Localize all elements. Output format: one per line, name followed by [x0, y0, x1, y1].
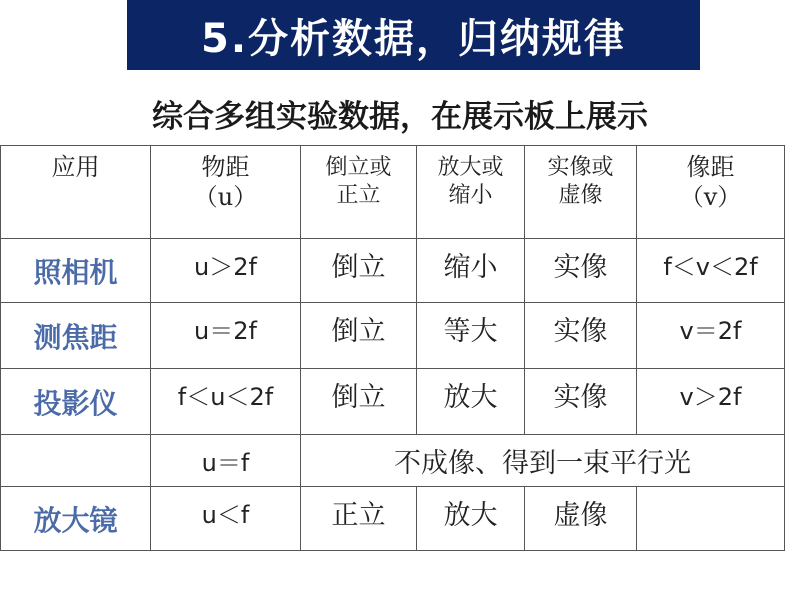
- object-distance-cell: u＜f: [151, 487, 301, 551]
- orientation-cell: 正立: [301, 487, 417, 551]
- object-distance-cell: u＝f: [151, 435, 301, 487]
- image-type-cell: 实像: [525, 303, 637, 369]
- image-distance-cell: f＜v＜2f: [637, 239, 785, 303]
- orientation-cell: 倒立: [301, 239, 417, 303]
- header-size-line2: 缩小: [448, 183, 493, 208]
- application-cell: 放大镜: [1, 487, 151, 551]
- header-size: [417, 146, 525, 239]
- image-type-cell: 虚像: [525, 487, 637, 551]
- header-image-distance-line2: （v）: [679, 183, 742, 211]
- header-image-type-line1: 实像或: [547, 155, 614, 180]
- size-cell: 放大: [417, 487, 525, 551]
- header-image-distance: [637, 146, 785, 239]
- title-bar: [127, 0, 700, 70]
- header-image-type: [525, 146, 637, 239]
- table-row: [1, 239, 785, 303]
- lens-imaging-table: [0, 145, 785, 551]
- size-cell: 放大: [417, 369, 525, 435]
- application-cell: 投影仪: [1, 369, 151, 435]
- header-size-line1: 放大或: [437, 155, 504, 180]
- size-cell: 缩小: [417, 239, 525, 303]
- table-row: [1, 435, 785, 487]
- object-distance-cell: u＞2f: [151, 239, 301, 303]
- image-distance-cell: v＞2f: [637, 369, 785, 435]
- image-distance-cell: [637, 487, 785, 551]
- size-cell: 等大: [417, 303, 525, 369]
- header-orientation-line2: 正立: [336, 183, 381, 208]
- application-cell: 照相机: [1, 239, 151, 303]
- slide-title: 5.分析数据，归纳规律: [200, 15, 627, 62]
- orientation-cell: 倒立: [301, 303, 417, 369]
- image-type-cell: 实像: [525, 369, 637, 435]
- object-distance-cell: u＝2f: [151, 303, 301, 369]
- header-orientation-line1: 倒立或: [325, 155, 392, 180]
- slide-subtitle: 综合多组实验数据，在展示板上展示: [152, 99, 648, 135]
- image-distance-cell: v＝2f: [637, 303, 785, 369]
- header-object-distance-line2: （u）: [193, 183, 258, 211]
- header-application-label: 应用: [51, 153, 100, 181]
- header-application: [1, 146, 151, 239]
- object-distance-cell: f＜u＜2f: [151, 369, 301, 435]
- table-header-row: [1, 146, 785, 239]
- application-cell: 测焦距: [1, 303, 151, 369]
- header-object-distance-line1: 物距: [201, 153, 250, 181]
- header-image-type-line2: 虚像: [558, 183, 603, 208]
- merged-result-cell: 不成像、得到一束平行光: [301, 435, 785, 487]
- orientation-cell: 倒立: [301, 369, 417, 435]
- header-image-distance-line1: 像距: [686, 153, 735, 181]
- header-object-distance: [151, 146, 301, 239]
- application-cell: [1, 435, 151, 487]
- table-row: [1, 369, 785, 435]
- table-row: [1, 303, 785, 369]
- header-orientation: [301, 146, 417, 239]
- table-row: [1, 487, 785, 551]
- image-type-cell: 实像: [525, 239, 637, 303]
